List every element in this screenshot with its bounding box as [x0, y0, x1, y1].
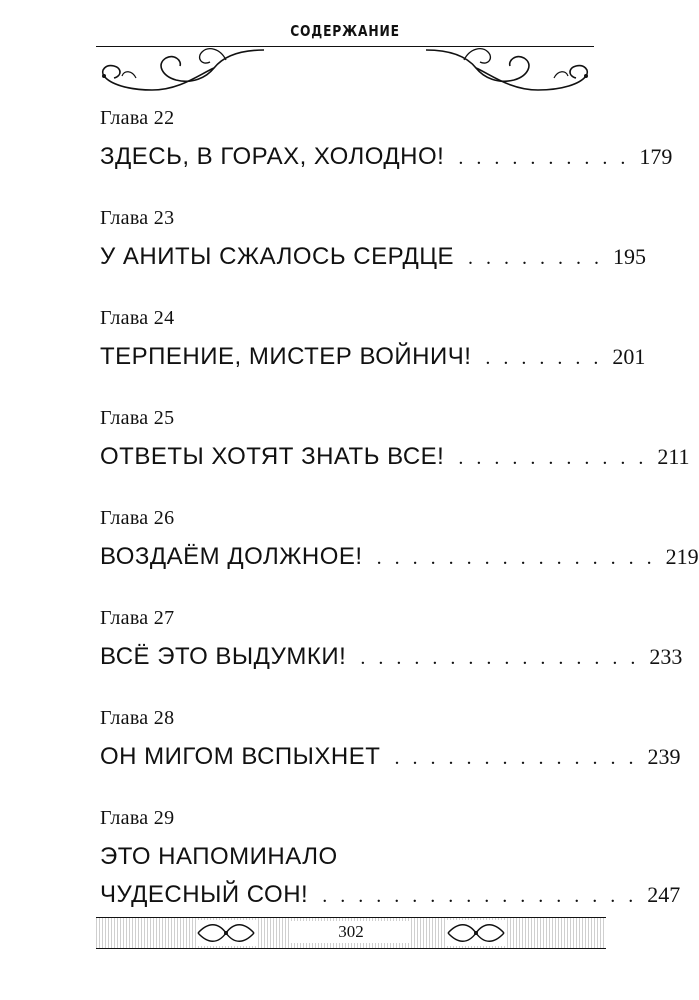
chapter-title-line1: ЭТО НАПОМИНАЛО [100, 843, 338, 870]
page-number: 219 [665, 544, 699, 569]
dot-leader: . . . . . . . . . . . . . . . . [360, 647, 640, 669]
dot-leader: . . . . . . . . [468, 247, 604, 269]
chapter-title: ВОЗДАЁМ ДОЛЖНОЕ! [100, 543, 363, 570]
toc-entry[interactable] [100, 106, 673, 173]
footer-right-ornament [446, 920, 506, 946]
chapter-number: Глава 22 [100, 107, 175, 129]
footer-left-ornament [196, 920, 256, 946]
page-number: 247 [647, 882, 681, 907]
chapter-number: Глава 23 [100, 207, 175, 229]
toc-entry[interactable] [100, 806, 681, 911]
running-footer [96, 917, 606, 949]
toc-entry[interactable] [100, 306, 646, 373]
page-number: 179 [639, 144, 673, 169]
dot-leader: . . . . . . . . . . [458, 147, 630, 169]
chapter-number: Глава 25 [100, 407, 175, 429]
chapter-number: Глава 28 [100, 707, 175, 729]
footer-page-number: 302 [291, 921, 411, 943]
chapter-title: ВСЁ ЭТО ВЫДУМКИ! [100, 643, 347, 670]
dot-leader: . . . . . . . . . . . . . . [394, 747, 638, 769]
chapter-number: Глава 27 [100, 607, 175, 629]
dot-leader: . . . . . . . . . . . . . . . . [376, 547, 656, 569]
chapter-title: ОТВЕТЫ ХОТЯТ ЗНАТЬ ВСЕ! [100, 443, 445, 470]
chapter-title: У АНИТЫ СЖАЛОСЬ СЕРДЦЕ [100, 243, 455, 270]
toc-entry[interactable] [100, 406, 690, 473]
page-number: 239 [647, 744, 681, 769]
chapter-title: ТЕРПЕНИЕ, МИСТЕР ВОЙНИЧ! [100, 343, 472, 370]
page-number: 211 [657, 444, 690, 469]
left-flourish-ornament [96, 44, 266, 96]
toc-entry[interactable] [100, 606, 683, 673]
page-number: 233 [649, 644, 683, 669]
chapter-title: ЗДЕСЬ, В ГОРАХ, ХОЛОДНО! [100, 143, 445, 170]
chapter-number: Глава 24 [100, 307, 175, 329]
dot-leader: . . . . . . . . . . . . . . . . . . [322, 885, 638, 907]
chapter-number: Глава 26 [100, 507, 175, 529]
chapter-number: Глава 29 [100, 807, 175, 829]
running-header [96, 20, 594, 98]
toc-entry[interactable] [100, 706, 681, 773]
right-flourish-ornament [424, 44, 594, 96]
toc-entry[interactable] [100, 506, 699, 573]
chapter-title: ЧУДЕСНЫЙ СОН! [100, 881, 309, 908]
page-number: 195 [613, 244, 647, 269]
chapter-title: ОН МИГОМ ВСПЫХНЕТ [100, 743, 381, 770]
toc-entry[interactable] [100, 206, 647, 273]
dot-leader: . . . . . . . [485, 347, 603, 369]
page-number: 201 [612, 344, 646, 369]
dot-leader: . . . . . . . . . . . [458, 447, 648, 469]
header-title: СОДЕРЖАНИЕ [290, 22, 400, 40]
